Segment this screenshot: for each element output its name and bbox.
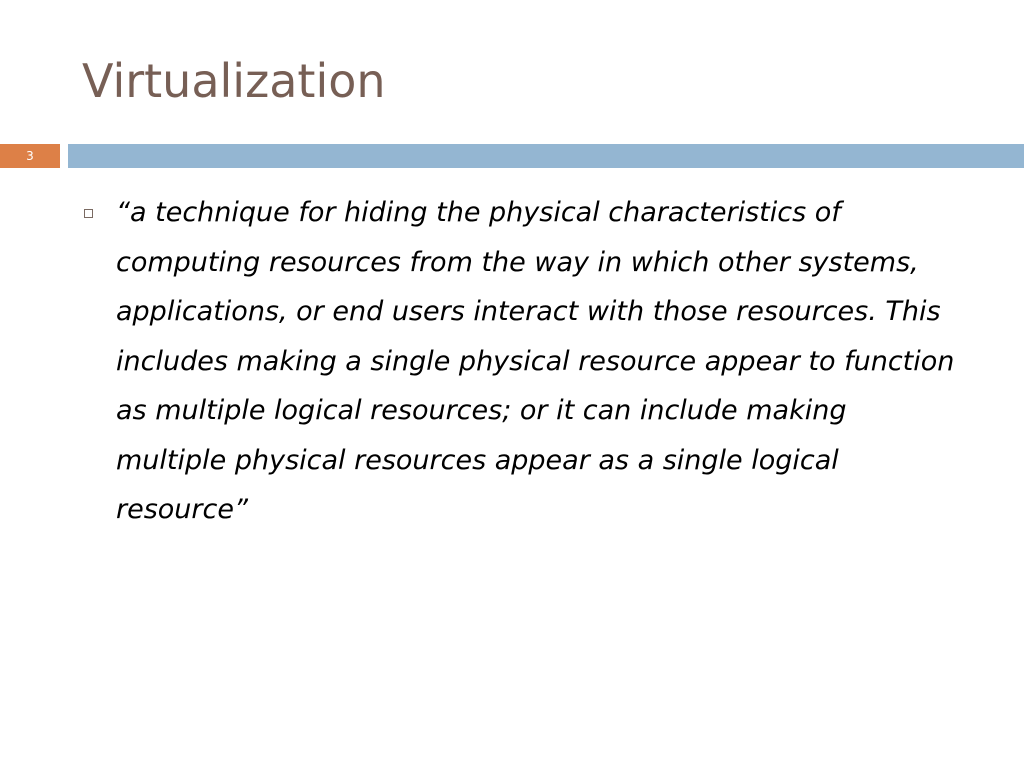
bullet-item xyxy=(84,188,964,535)
hollow-square-bullet-icon xyxy=(84,209,93,218)
header-accent-bar xyxy=(68,144,1024,168)
slide-title: Virtualization xyxy=(82,54,386,108)
slide-number: 3 xyxy=(26,149,34,163)
bullet-list xyxy=(84,188,964,535)
bullet-text: “a technique for hiding the physical characteristics of computing resources from the way in which other systems, applications, or end users interact with those resources. This includes making a single physical resource appear to function as multiple logical resources; or it can include making multiple physical resources appear as a single logical resource” xyxy=(116,197,955,525)
